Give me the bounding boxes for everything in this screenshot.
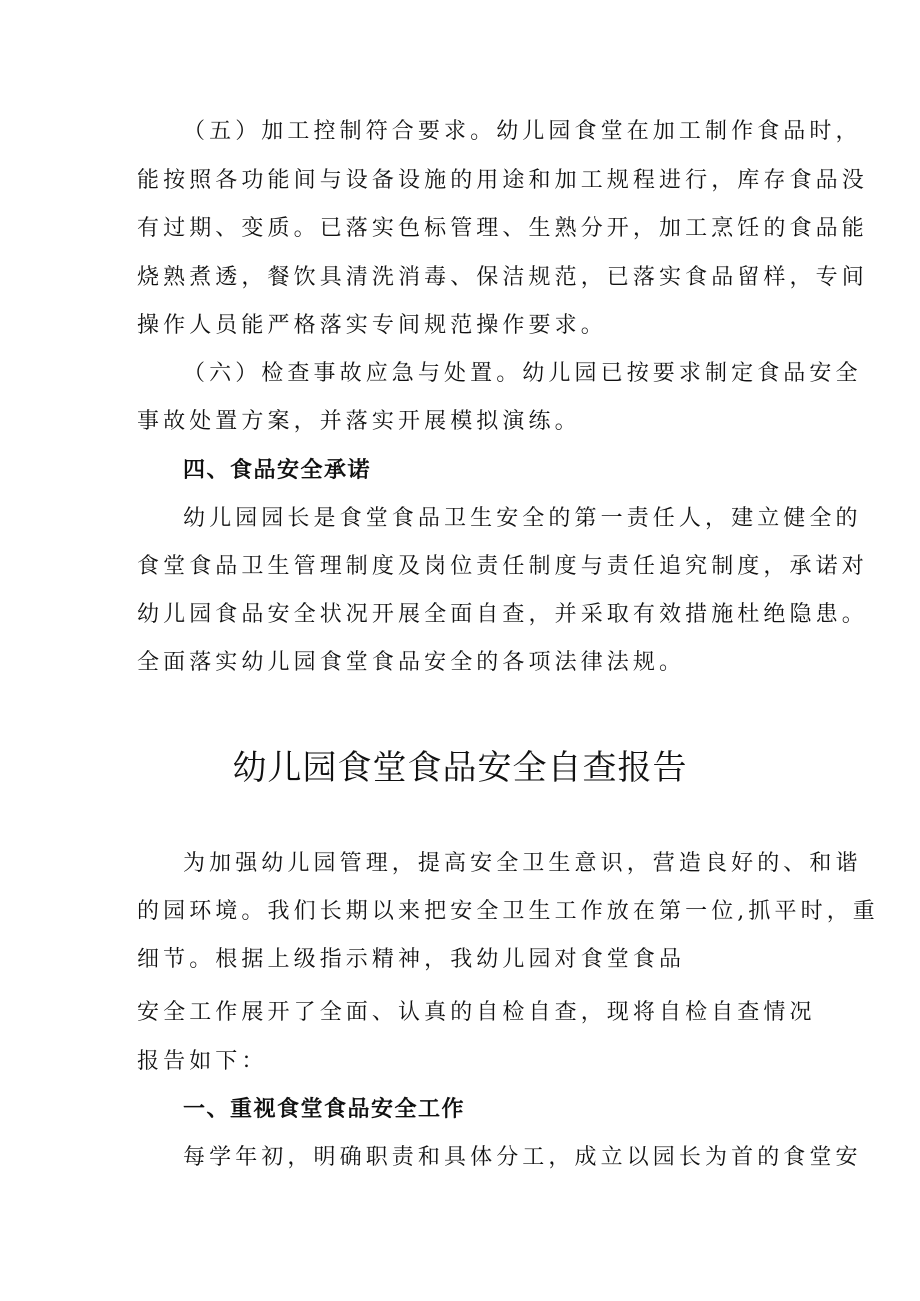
paragraph-line: 的园环境。我们长期以来把安全卫生工作放在第一位,抓平时，重 [137, 899, 879, 924]
paragraph-line: 全面落实幼儿园食堂食品安全的各项法律法规。 [137, 650, 686, 675]
paragraph-line: 有过期、变质。已落实色标管理、生熟分开，加工烹饪的食品能 [137, 216, 868, 241]
paragraph-line: 幼儿园食品安全状况开展全面自查，并采取有效措施杜绝隐患。 [137, 602, 868, 627]
paragraph-line: （六）检查事故应急与处置。幼儿园已按要求制定食品安全 [183, 361, 862, 386]
paragraph-line: （五）加工控制符合要求。幼儿园食堂在加工制作食品时， [183, 119, 862, 144]
paragraph-line: 烧熟煮透，餐饮具清洗消毒、保洁规范，已落实食品留样，专间 [137, 265, 868, 290]
paragraph-line: 幼儿园园长是食堂食品卫生安全的第一责任人，建立健全的 [183, 506, 862, 531]
paragraph-line: 报告如下： [137, 1049, 268, 1074]
paragraph-line: 安全工作展开了全面、认真的自检自查，现将自检自查情况 [137, 1000, 816, 1025]
paragraph-line: 能按照各功能间与设备设施的用途和加工规程进行，库存食品没 [137, 168, 868, 193]
paragraph-line: 事故处置方案，并落实开展模拟演练。 [137, 409, 581, 434]
paragraph-line: 为加强幼儿园管理，提高安全卫生意识，营造良好的、和谐 [183, 851, 862, 876]
section-heading: 四、食品安全承诺 [183, 458, 372, 483]
section-heading: 一、重视食堂食品安全工作 [183, 1097, 466, 1122]
paragraph-line: 操作人员能严格落实专间规范操作要求。 [137, 313, 607, 338]
paragraph-line: 细节。根据上级指示精神，我幼儿园对食堂食品 [137, 947, 686, 972]
paragraph-line: 食堂食品卫生管理制度及岗位责任制度与责任追究制度，承诺对 [137, 554, 868, 579]
report-title: 幼儿园食堂食品安全自查报告 [232, 748, 688, 788]
paragraph-line: 每学年初，明确职责和具体分工，成立以园长为首的食堂安 [183, 1145, 862, 1170]
